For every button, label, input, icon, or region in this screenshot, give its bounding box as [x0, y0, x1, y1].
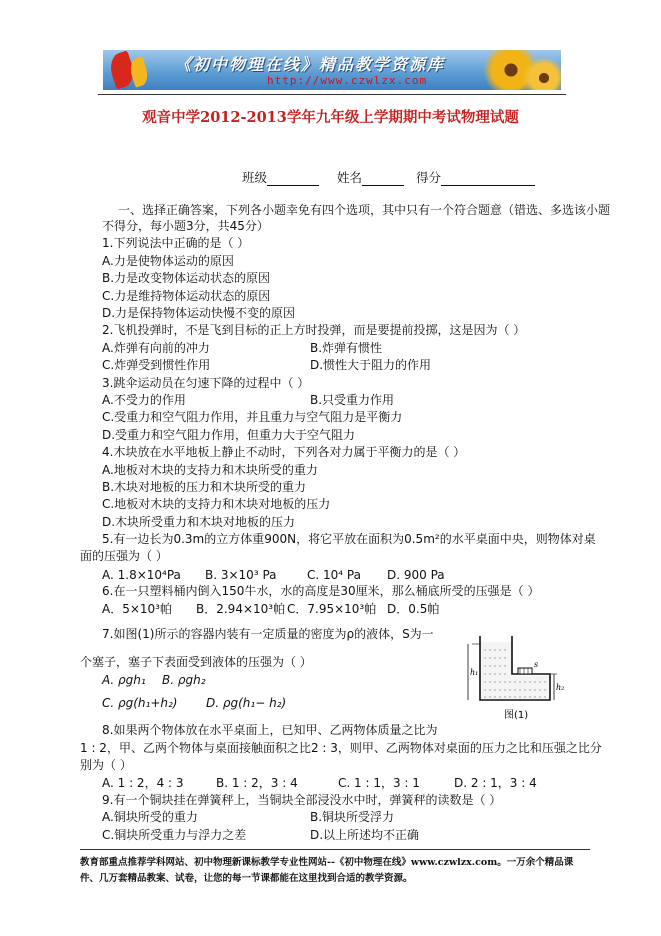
name-blank[interactable]: [362, 171, 404, 186]
option-b: B.木块对地板的压力和木块所受的重力: [102, 480, 307, 494]
option-b: B. 3×10³ Pa: [205, 568, 277, 582]
footer-line: 教育部重点推荐学科网站、初中物理新课标教学专业性网站--《初中物理在线》www.czwlzx.com。一万余个精品课: [80, 857, 574, 868]
class-field: [242, 168, 319, 186]
option-c: C.地板对木块的支持力和木块对地板的压力: [102, 497, 331, 511]
option-b: B. 1 : 2，3 : 4: [216, 776, 298, 790]
class-label: 班级: [242, 170, 268, 185]
sunflower-icon: [521, 58, 561, 90]
question-stem: 5.有一边长为0.3m的立方体重900N，将它平放在面积为0.5m²的水平桌面中央，则物体对桌: [102, 532, 596, 546]
header-banner: [103, 50, 561, 90]
option-a: A.不受力的作用: [102, 393, 186, 407]
question-stem: 4.木块放在水平地板上静止不动时，下列各对力属于平衡力的是（ ）: [102, 445, 466, 459]
header-rule: [98, 94, 566, 95]
option-a: A.铜块所受的重力: [102, 810, 198, 824]
option-c: C．7.95×10³帕: [287, 602, 377, 616]
banner-title: 《初中物理在线》精品教学资源库: [175, 55, 446, 74]
option-c: C. ρg(h₁+h₂): [102, 696, 178, 710]
page-title: 观音中学2012-2013学年九年级上学期期中考试物理试题: [142, 109, 519, 126]
score-label: 得分: [416, 170, 442, 185]
banner-url[interactable]: http://www.czwlzx.com: [267, 74, 428, 87]
option-a: A. 1.8×10⁴Pa: [102, 568, 181, 582]
option-d: D.以上所述均不正确: [310, 828, 420, 842]
option-c: C.炸弹受到惯性作用: [102, 358, 211, 372]
option-d: D．0.5帕: [387, 602, 440, 616]
container-figure: [462, 630, 572, 730]
option-a: A.力是使物体运动的原因: [102, 254, 234, 268]
name-label: 姓名: [337, 170, 363, 185]
footer-line: 件、几万套精品教案、试卷，让您的每一节课都能在这里找到合适的教学资源。: [80, 873, 413, 884]
option-a: A.炸弹有向前的冲力: [102, 341, 210, 355]
question-stem: 1 : 2，甲、乙两个物体与桌面接触面积之比2 : 3，则甲、乙两物体对桌面的压力之比和压强之比分: [80, 741, 602, 755]
option-c: C.受重力和空气阻力作用，并且重力与空气阻力是平衡力: [102, 410, 403, 424]
figure-caption: 图(1): [504, 710, 529, 721]
name-field: [337, 168, 404, 186]
score-blank[interactable]: [441, 171, 535, 186]
footer-rule: [80, 849, 590, 850]
question-stem: 3.跳伞运动员在匀速下降的过程中（ ）: [102, 376, 310, 390]
option-b: B．2.94×10³帕: [196, 602, 286, 616]
option-a: A.地板对木块的支持力和木块所受的重力: [102, 463, 318, 477]
class-blank[interactable]: [267, 171, 319, 186]
option-d: D.受重力和空气阻力作用，但重力大于空气阻力: [102, 428, 356, 442]
option-c: C. 10⁴ Pa: [307, 568, 361, 582]
score-field: [416, 168, 535, 186]
h2-label: h₂: [556, 683, 565, 692]
question-stem: 个塞子，塞子下表面受到液体的压强为（ ）: [80, 655, 312, 669]
option-a: A．5×10³帕: [102, 602, 172, 616]
question-stem: 2.飞机投弹时，不是飞到目标的正上方时投弹，而是要提前投掷，这是因为（ ）: [102, 323, 526, 337]
question-stem: 6.在一只塑料桶内倒入150牛水，水的高度是30厘米，那么桶底所受的压强是（ ）: [102, 584, 540, 598]
question-stem: 9.有一个铜块挂在弹簧秤上，当铜块全部浸没水中时，弹簧秤的读数是（ ）: [102, 793, 502, 807]
option-b: B. ρgh₂: [162, 673, 206, 687]
option-d: D.惯性大于阻力的作用: [310, 358, 432, 372]
option-a: A. 1 : 2，4 : 3: [102, 776, 184, 790]
stopper-label: s: [534, 660, 539, 669]
option-b: B.只受重力作用: [310, 393, 395, 407]
option-b: B.铜块所受浮力: [310, 810, 395, 824]
question-stem: 面的压强为（ ）: [80, 549, 168, 563]
option-a: A. ρgh₁: [102, 673, 146, 687]
option-d: D. 2 : 1，3 : 4: [454, 776, 537, 790]
option-c: C. 1 : 1，3 : 1: [338, 776, 420, 790]
option-d: D. ρg(h₁− h₂): [206, 696, 287, 710]
question-stem: 7.如图(1)所示的容器内装有一定质量的密度为ρ的液体，S为一: [102, 627, 434, 641]
question-stem: 别为（ ）: [80, 758, 132, 772]
option-c: C.铜块所受重力与浮力之差: [102, 828, 247, 842]
option-c: C.力是维持物体运动状态的原因: [102, 289, 271, 303]
container-diagram: [462, 630, 572, 726]
h1-label: h₁: [470, 668, 479, 677]
option-b: B.力是改变物体运动状态的原因: [102, 271, 271, 285]
section-line: 不得分，每小题3分，共45分）: [102, 219, 269, 233]
section-line: 一、选择正确答案，下列各小题幸免有四个选项，其中只有一个符合题意（错选、多选该小题: [118, 203, 611, 217]
option-d: D.木块所受重力和木块对地板的压力: [102, 515, 296, 529]
option-d: D. 900 Pa: [387, 568, 445, 582]
question-stem: 8.如果两个物体放在水平桌面上，已知甲、乙两物体质量之比为: [102, 723, 438, 737]
option-b: B.炸弹有惯性: [310, 341, 383, 355]
option-d: D.力是保持物体运动快慢不变的原因: [102, 306, 296, 320]
question-stem: 1.下列说法中正确的是（ ）: [102, 236, 250, 250]
